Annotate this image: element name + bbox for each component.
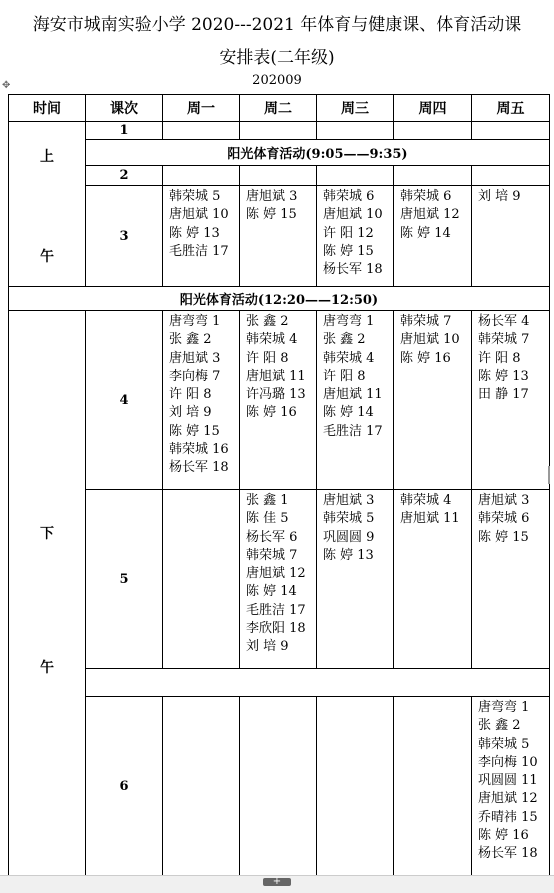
table-row — [9, 490, 550, 669]
document-title: 海安市城南实验小学 2020---2021 年体育与健康课、体育活动课 — [32, 15, 522, 35]
schedule-entry: 陈 婷 15 — [478, 529, 529, 545]
schedule-entry: 李欣阳 18 — [246, 621, 306, 637]
header-mon: 周一 — [163, 95, 240, 122]
schedule-entry: 巩圆圆 11 — [478, 773, 538, 789]
schedule-entry: 巩圆圆 9 — [323, 529, 375, 545]
document-subtitle: 安排表(二年级) — [219, 48, 335, 68]
table-row — [9, 287, 550, 311]
schedule-entry: 韩荣城 6 — [400, 189, 452, 204]
cell-p5-thu — [394, 490, 472, 669]
cell-p4-wed — [317, 311, 394, 490]
lesson-3: 3 — [86, 186, 163, 287]
schedule-entry: 张 鑫 2 — [478, 718, 521, 734]
page-edge-marker — [548, 466, 550, 484]
schedule-entry: 陈 婷 16 — [478, 828, 529, 844]
schedule-entry: 张 鑫 2 — [323, 332, 366, 348]
schedule-entry: 唐旭斌 3 — [246, 189, 298, 204]
schedule-entry: 陈 婷 15 — [169, 423, 220, 439]
schedule-entry: 陈 佳 5 — [246, 511, 289, 527]
schedule-entry: 陈 婷 13 — [323, 547, 374, 563]
schedule-entry: 李向梅 7 — [169, 368, 221, 384]
schedule-entry: 杨长军 18 — [478, 846, 538, 862]
schedule-entry: 韩荣城 6 — [478, 511, 530, 527]
schedule-table — [8, 94, 550, 877]
header-thu: 周四 — [394, 95, 472, 122]
schedule-entry: 唐旭斌 10 — [323, 207, 383, 223]
schedule-entry: 唐旭斌 10 — [400, 332, 460, 348]
schedule-entry: 毛胜洁 17 — [246, 602, 306, 618]
lesson-1: 1 — [86, 122, 163, 140]
lesson-2: 2 — [86, 166, 163, 186]
cell-p3-tue — [240, 186, 317, 287]
morning-label-top: 上 — [40, 149, 54, 165]
schedule-entry: 韩荣城 16 — [169, 442, 229, 458]
schedule-entry: 杨长军 18 — [323, 262, 383, 278]
schedule-entry: 韩荣城 4 — [323, 350, 375, 366]
lesson-6: 6 — [86, 697, 163, 877]
schedule-entry: 唐旭斌 3 — [478, 493, 530, 508]
schedule-entry: 陈 婷 13 — [478, 368, 529, 384]
header-wed: 周三 — [317, 95, 394, 122]
schedule-entry: 刘 培 9 — [478, 189, 521, 204]
schedule-entry: 张 鑫 2 — [246, 314, 289, 329]
schedule-entry: 杨长军 4 — [478, 314, 530, 329]
schedule-entry: 唐弯弯 1 — [169, 314, 221, 329]
morning-label-cell — [9, 122, 86, 287]
schedule-entry: 陈 婷 16 — [400, 350, 451, 366]
schedule-entry: 许冯璐 13 — [246, 387, 306, 403]
afternoon-label-cell — [9, 311, 86, 877]
schedule-entry: 许 阳 12 — [323, 225, 374, 241]
schedule-entry: 唐旭斌 3 — [169, 350, 221, 366]
header-fri: 周五 — [472, 95, 550, 122]
schedule-entry: 唐弯弯 1 — [478, 700, 530, 715]
schedule-entry: 唐旭斌 11 — [323, 387, 383, 403]
lesson-4: 4 — [86, 311, 163, 490]
schedule-entry: 许 阳 8 — [478, 350, 521, 366]
schedule-entry: 陈 婷 14 — [323, 405, 374, 421]
schedule-entry: 陈 婷 13 — [169, 225, 220, 241]
schedule-entry: 唐弯弯 1 — [323, 314, 375, 329]
cell-p6-mon — [163, 697, 240, 877]
schedule-entry: 毛胜洁 17 — [323, 423, 383, 439]
schedule-entry: 刘 培 9 — [169, 405, 212, 421]
schedule-entry: 乔晴祎 15 — [478, 809, 538, 825]
cell-p5-fri — [472, 490, 550, 669]
cell-p4-tue — [240, 311, 317, 490]
table-row — [9, 166, 550, 186]
schedule-entry: 韩荣城 5 — [478, 736, 530, 752]
schedule-entry: 许 阳 8 — [323, 368, 366, 384]
schedule-entry: 张 鑫 2 — [169, 332, 212, 348]
table-row — [9, 122, 550, 140]
schedule-entry: 陈 婷 15 — [246, 207, 297, 223]
cell-p5-tue — [240, 490, 317, 669]
cell-p6-wed — [317, 697, 394, 877]
lesson-5: 5 — [86, 490, 163, 669]
cell-p3-thu — [394, 186, 472, 287]
afternoon-label-bottom: 午 — [40, 660, 54, 676]
schedule-entry: 陈 婷 14 — [246, 584, 297, 600]
cell-p4-thu — [394, 311, 472, 490]
schedule-entry: 杨长军 18 — [169, 460, 229, 476]
schedule-entry: 唐旭斌 11 — [246, 368, 306, 384]
table-row — [9, 697, 550, 877]
header-row — [9, 95, 550, 122]
morning-label-bottom: 午 — [40, 249, 54, 265]
header-tue: 周二 — [240, 95, 317, 122]
document-date: 202009 — [252, 73, 302, 88]
cell-p6-tue — [240, 697, 317, 877]
schedule-entry: 毛胜洁 17 — [169, 243, 229, 259]
schedule-entry: 韩荣城 7 — [400, 314, 452, 329]
header-lesson: 课次 — [86, 95, 163, 122]
schedule-entry: 唐旭斌 10 — [169, 207, 229, 223]
schedule-entry: 韩荣城 7 — [478, 332, 530, 348]
schedule-entry: 许 阳 8 — [246, 350, 289, 366]
table-row — [9, 669, 550, 697]
schedule-entry: 刘 培 9 — [246, 639, 289, 655]
cell-p3-fri — [472, 186, 550, 287]
schedule-entry: 韩荣城 5 — [169, 189, 221, 204]
afternoon-label-top: 下 — [40, 526, 54, 542]
schedule-entry: 陈 婷 14 — [400, 225, 451, 241]
cell-p4-mon — [163, 311, 240, 490]
schedule-entry: 唐旭斌 12 — [478, 791, 538, 807]
schedule-entry: 唐旭斌 3 — [323, 493, 375, 508]
schedule-entry: 张 鑫 1 — [246, 493, 289, 508]
schedule-entry: 许 阳 8 — [169, 387, 212, 403]
cell-p5-wed — [317, 490, 394, 669]
schedule-entry: 陈 婷 16 — [246, 405, 297, 421]
schedule-entry: 唐旭斌 11 — [400, 511, 460, 527]
morning-activity: 阳光体育活动(9:05——9:35) — [86, 140, 550, 166]
schedule-entry: 韩荣城 4 — [246, 332, 298, 348]
schedule-entry: 李向梅 10 — [478, 754, 538, 770]
table-row — [9, 186, 550, 287]
cell-p3-wed — [317, 186, 394, 287]
cell-p3-mon — [163, 186, 240, 287]
table-row — [9, 140, 550, 166]
cell-p6-thu — [394, 697, 472, 877]
schedule-entry: 韩荣城 4 — [400, 493, 452, 508]
schedule-entry: 韩荣城 5 — [323, 511, 375, 527]
cell-p5-mon — [163, 490, 240, 669]
schedule-entry: 杨长军 6 — [246, 529, 298, 545]
schedule-entry: 陈 婷 15 — [323, 243, 374, 259]
table-row — [9, 311, 550, 490]
schedule-entry: 韩荣城 7 — [246, 547, 298, 563]
scroll-handle-icon[interactable]: + — [263, 878, 291, 886]
cell-p6-fri — [472, 697, 550, 877]
table-move-handle-icon[interactable]: ✥ — [2, 80, 11, 91]
schedule-entry: 唐旭斌 12 — [246, 566, 306, 582]
header-time: 时间 — [9, 95, 86, 122]
schedule-entry: 田 静 17 — [478, 387, 529, 403]
cell-p4-fri — [472, 311, 550, 490]
noon-activity: 阳光体育活动(12:20——12:50) — [9, 287, 550, 311]
schedule-entry: 唐旭斌 12 — [400, 207, 460, 223]
schedule-entry: 韩荣城 6 — [323, 189, 375, 204]
